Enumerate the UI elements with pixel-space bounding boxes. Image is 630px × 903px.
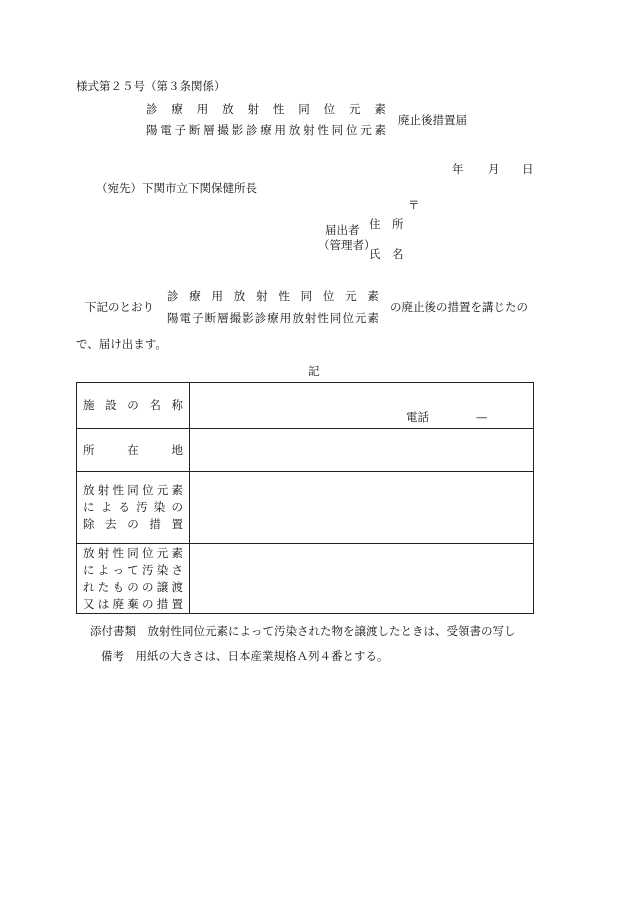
statement-char: 元	[354, 311, 367, 325]
title-char: 診	[245, 123, 258, 137]
label-line	[83, 482, 183, 499]
label-char: の	[127, 579, 139, 594]
statement-line-2	[167, 313, 379, 325]
label-char: は	[97, 596, 110, 611]
label-line	[83, 545, 183, 562]
label-char: 位	[142, 545, 154, 560]
title-char: 陽	[146, 123, 158, 137]
title-char: 療	[171, 102, 183, 116]
title-char: 位	[345, 123, 358, 137]
title-char: 用	[274, 123, 287, 137]
title-char: 同	[298, 102, 310, 116]
label-char: 素	[171, 545, 183, 560]
applicant-role: 届出者	[325, 223, 360, 237]
statement-line-1	[167, 291, 379, 303]
label-line	[83, 562, 183, 579]
statement-char: 元	[345, 289, 357, 303]
date-day: 日	[522, 162, 534, 176]
title-char: 放	[288, 123, 301, 137]
label-char: 染	[156, 562, 169, 577]
label-char: 又	[83, 596, 95, 611]
postal-mark: 〒	[408, 198, 420, 212]
label-char: れ	[83, 579, 95, 594]
label-char: 譲	[156, 579, 169, 594]
statement-line-2-text	[167, 313, 379, 325]
title-char: 性	[317, 123, 329, 137]
statement-char: 撮	[229, 311, 242, 325]
title-line-1-text	[146, 104, 386, 116]
label-char: 所	[83, 442, 95, 457]
label-char: 汚	[142, 562, 154, 577]
label-char: 素	[171, 483, 183, 497]
decontamination-field[interactable]	[190, 472, 534, 544]
label-char: っ	[112, 562, 124, 577]
table-row-transfer-disposal	[77, 544, 534, 614]
transfer-disposal-field[interactable]	[190, 544, 534, 614]
facility-table	[76, 382, 534, 614]
statement-char: 性	[317, 311, 329, 325]
title-char: 射	[303, 123, 315, 137]
label-char: 除	[83, 517, 95, 531]
date-month: 月	[488, 162, 500, 176]
statement-char: 性	[278, 289, 290, 303]
title-char: 影	[231, 123, 244, 137]
note-heading: 記	[308, 364, 320, 378]
label-char: の	[142, 596, 154, 611]
label-char: 名	[149, 398, 161, 412]
statement-line-1-text	[167, 291, 379, 303]
statement-char: 素	[367, 311, 379, 325]
location-label	[83, 442, 183, 459]
statement-continuation: で、届け出ます。	[76, 337, 167, 351]
form-number: 様式第２５号（第３条関係）	[76, 79, 226, 93]
statement-char: 影	[242, 311, 254, 325]
statement-char: 位	[342, 311, 354, 325]
label-char: の	[127, 517, 139, 531]
attachment-note: 添付書類 放射性同位元素によって汚染された物を譲渡したときは、受領書の写し	[90, 624, 516, 638]
label-char: 措	[156, 596, 169, 611]
label-char: の	[142, 579, 154, 594]
label-char: た	[97, 579, 110, 594]
label-char: 置	[171, 596, 183, 611]
title-line-2-text	[146, 125, 386, 137]
label-char: 同	[127, 545, 139, 560]
label-char: さ	[171, 562, 183, 577]
statement-char: 用	[279, 311, 292, 325]
label-char: 汚	[136, 500, 148, 514]
statement-char: 断	[204, 311, 217, 325]
title-char: 同	[331, 123, 344, 137]
label-char: も	[112, 579, 124, 594]
transfer-disposal-label	[83, 545, 183, 613]
location-field[interactable]	[190, 429, 534, 472]
statement-char: 同	[300, 289, 313, 303]
statement-char: 子	[192, 311, 204, 325]
statement-suffix: の廃止後の措置を講じたの	[390, 300, 528, 314]
title-char: 電	[160, 123, 172, 137]
title-line-1	[146, 104, 386, 116]
statement-char: 射	[304, 311, 317, 325]
statement-char: 層	[217, 311, 229, 325]
title-char: 放	[222, 102, 234, 116]
statement-char: 位	[322, 289, 335, 303]
title-char: 性	[272, 102, 285, 116]
title-suffix: 廃止後措置届	[398, 113, 467, 127]
decontamination-label	[83, 482, 183, 533]
label-char: 染	[153, 500, 166, 514]
label-char: 称	[171, 398, 183, 412]
statement-char: 療	[189, 289, 201, 303]
statement-char: 放	[292, 311, 304, 325]
label-char: 置	[171, 517, 183, 531]
statement-char: 放	[233, 289, 246, 303]
title-char: 元	[360, 123, 372, 137]
label-char: て	[127, 562, 139, 577]
tel-label: 電話	[406, 410, 429, 424]
statement-char: 療	[267, 311, 279, 325]
label-char: 同	[127, 483, 139, 497]
statement-char: 素	[367, 289, 379, 303]
facility-name-label	[83, 397, 183, 414]
remarks-note: 備考 用紙の大きさは、日本産業規格Ａ列４番とする。	[101, 649, 389, 663]
label-char: に	[83, 562, 95, 577]
label-char: 廃	[112, 596, 124, 611]
label-char: 在	[127, 442, 139, 457]
title-char: 子	[174, 123, 187, 137]
title-char: 撮	[217, 123, 229, 137]
label-line	[83, 516, 183, 533]
statement-char: 診	[167, 289, 179, 303]
label-char: 放	[83, 545, 95, 560]
table-row-decontamination	[77, 472, 534, 544]
label-char: 位	[142, 483, 154, 497]
label-line	[83, 499, 183, 516]
label-char: 元	[156, 545, 169, 560]
label-char: 設	[105, 398, 117, 412]
row-label-decontamination	[77, 472, 190, 544]
title-char: 用	[196, 102, 209, 116]
row-label-transfer-disposal	[77, 544, 190, 614]
name-label: 氏 名	[369, 247, 404, 261]
statement-char: 用	[211, 289, 224, 303]
label-char: よ	[100, 500, 113, 514]
label-char: 去	[105, 517, 117, 531]
table-row-facility-name	[77, 383, 534, 429]
statement-prefix: 下記のとおり	[85, 300, 154, 314]
title-char: 位	[323, 102, 336, 116]
label-line	[83, 596, 183, 613]
date-year: 年	[452, 162, 464, 176]
label-char: 施	[83, 398, 95, 412]
title-char: 療	[260, 123, 272, 137]
title-char: 射	[247, 102, 259, 116]
label-char: る	[118, 500, 130, 514]
tel-dash: —	[476, 410, 488, 424]
title-char: 診	[146, 102, 158, 116]
label-char: 放	[83, 483, 95, 497]
address-label: 住 所	[369, 217, 404, 231]
title-char: 元	[349, 102, 361, 116]
label-char: 射	[97, 545, 110, 560]
statement-char: 電	[179, 311, 192, 325]
label-char: 射	[97, 483, 110, 497]
label-char: 棄	[127, 596, 139, 611]
title-line-2	[146, 125, 386, 137]
label-char: 措	[149, 517, 161, 531]
label-char: 渡	[171, 579, 183, 594]
label-char: 元	[156, 483, 169, 497]
label-char: 性	[112, 545, 124, 560]
title-char: 断	[188, 123, 201, 137]
title-char: 素	[374, 102, 386, 116]
table-row-location	[77, 429, 534, 472]
statement-char: 射	[256, 289, 268, 303]
label-line	[83, 579, 183, 596]
statement-char: 同	[329, 311, 342, 325]
statement-char: 陽	[167, 311, 179, 325]
label-char: よ	[97, 562, 110, 577]
label-char: 性	[112, 483, 124, 497]
label-char: の	[171, 500, 183, 514]
label-char: の	[127, 398, 139, 412]
title-char: 層	[203, 123, 215, 137]
row-label-facility-name	[77, 383, 190, 429]
facility-name-field[interactable]	[190, 383, 534, 429]
statement-char: 診	[254, 311, 267, 325]
title-char: 素	[374, 123, 386, 137]
row-label-location	[77, 429, 190, 472]
applicant-role-sub: （管理者）	[318, 238, 376, 252]
label-char: に	[83, 500, 95, 514]
label-char: 地	[171, 442, 183, 457]
addressee: （宛先）下関市立下関保健所長	[96, 181, 257, 195]
